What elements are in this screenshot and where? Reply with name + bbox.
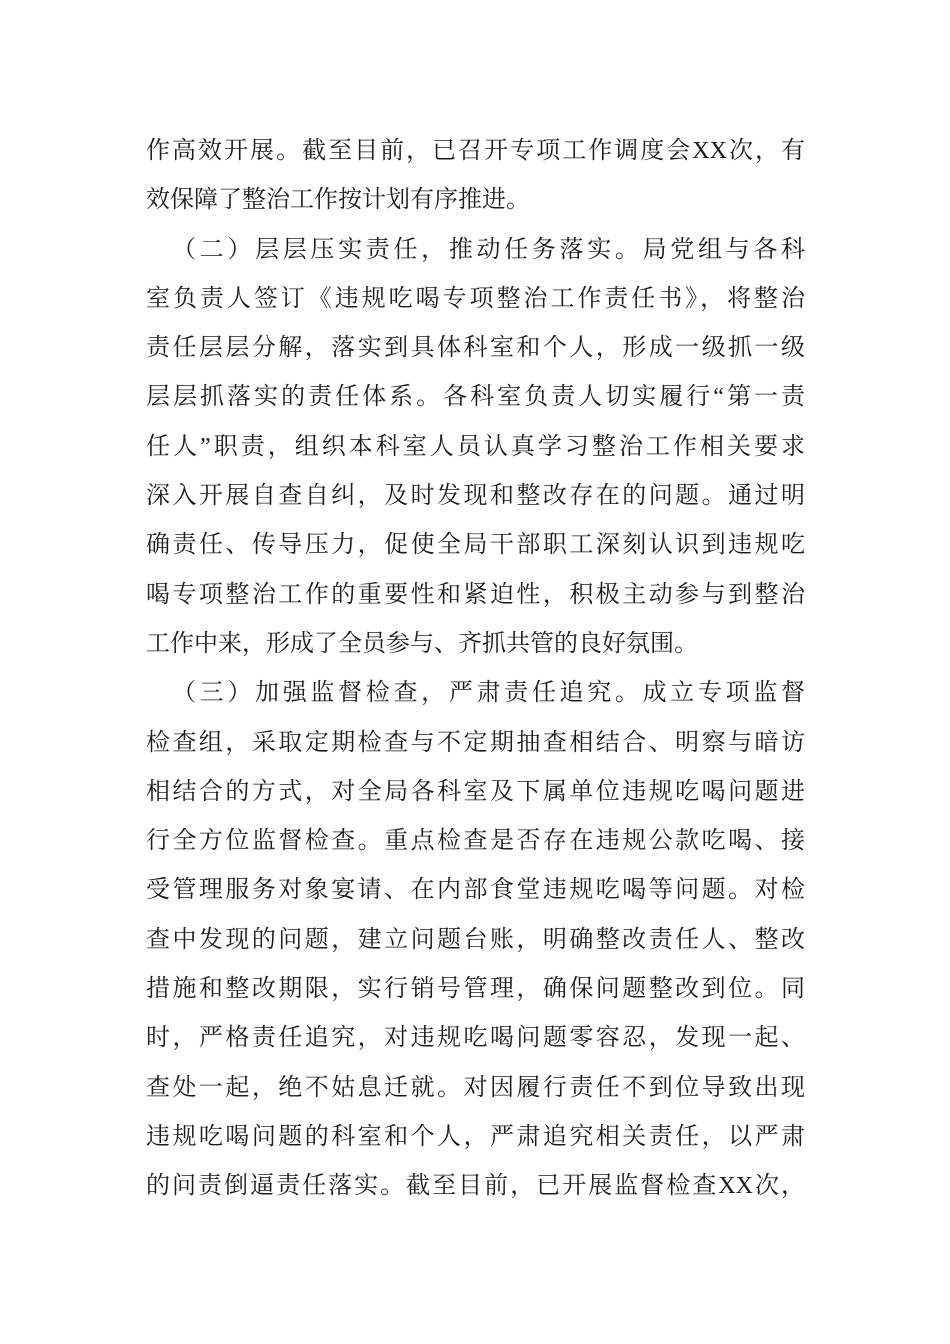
text-line: 效保障了整治工作按计划有序推进。	[146, 187, 530, 214]
text-line: 的问责倒逼责任落实。截至目前，已开展监督检查XX次，	[146, 1173, 805, 1200]
text-line: 行全方位监督检查。重点检查是否存在违规公款吃喝、接	[146, 828, 805, 855]
text-line: 喝专项整治工作的重要性和紧迫性，积极主动参与到整治	[146, 581, 805, 608]
text-line: 室负责人签订《违规吃喝专项整治工作责任书》，将整治	[146, 285, 805, 312]
text-line: 深入开展自查自纠，及时发现和整改存在的问题。通过明	[146, 483, 805, 510]
text-line: 工作中来，形成了全员参与、齐抓共管的良好氛围。	[146, 630, 698, 657]
text-line: 时，严格责任追究，对违规吃喝问题零容忍，发现一起、	[146, 1025, 805, 1052]
section-heading-line: （三）加强监督检查，严肃责任追究。成立专项监督	[172, 680, 805, 707]
paragraph-section-3	[146, 669, 805, 1211]
document-body	[146, 127, 805, 1212]
text-line: 措施和整改期限，实行销号管理，确保问题整改到位。同	[146, 976, 805, 1003]
paragraph-continued	[146, 127, 805, 226]
text-line: 相结合的方式，对全局各科室及下属单位违规吃喝问题进	[146, 778, 805, 805]
paragraph-section-2	[146, 226, 805, 670]
text-line: 受管理服务对象宴请、在内部食堂违规吃喝等问题。对检	[146, 877, 805, 904]
section-heading-line: （二）层层压实责任，推动任务落实。局党组与各科	[172, 236, 805, 263]
text-line: 责任层层分解，落实到具体科室和个人，形成一级抓一级	[146, 335, 805, 362]
text-line: 作高效开展。截至目前，已召开专项工作调度会XX次，有	[146, 138, 805, 164]
text-line: 违规吃喝问题的科室和个人，严肃追究相关责任，以严肃	[146, 1123, 805, 1150]
text-line: 确责任、传导压力，促使全局干部职工深刻认识到违规吃	[146, 532, 805, 559]
text-line: 查处一起，绝不姑息迁就。对因履行责任不到位导致出现	[146, 1074, 805, 1101]
text-line: 层层抓落实的责任体系。各科室负责人切实履行“第一责	[146, 384, 805, 411]
text-line: 查中发现的问题，建立问题台账，明确整改责任人、整改	[146, 926, 805, 953]
text-line: 任人”职责，组织本科室人员认真学习整治工作相关要求	[146, 433, 805, 460]
text-line: 检查组，采取定期检查与不定期抽查相结合、明察与暗访	[146, 729, 805, 756]
